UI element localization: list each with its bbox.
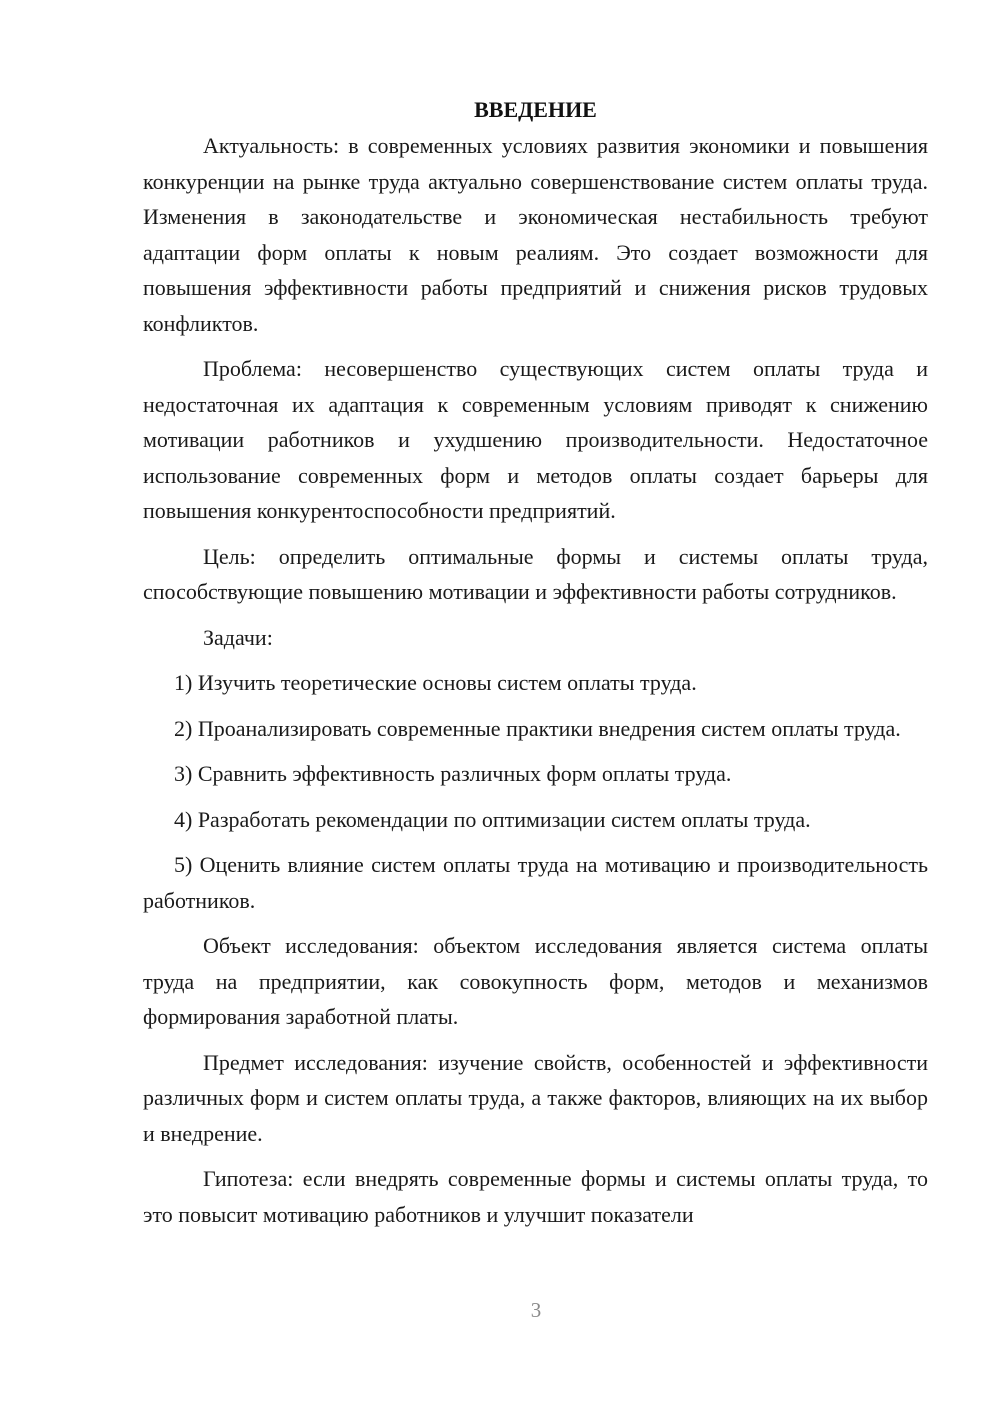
page-content <box>143 94 928 1242</box>
tasks-label: Задачи: <box>203 624 273 650</box>
task-item-2: 2) Проанализировать современные практики внедрения систем оплаты труда. <box>174 715 901 741</box>
paragraph-object: Объект исследования: объектом исследования является система оплаты труда на предприятии, как совокупность форм, методов и механизмов формирования заработной платы. <box>143 933 928 1029</box>
page-title: ВВЕДЕНИЕ <box>474 97 597 122</box>
task-item-3: 3) Сравнить эффективность различных форм оплаты труда. <box>174 761 732 786</box>
task-item-4: 4) Разработать рекомендации по оптимизации систем оплаты труда. <box>174 806 811 832</box>
page-number: 3 <box>530 1298 542 1322</box>
task-item-5: 5) Оценить влияние систем оплаты труда на мотивацию и производительность работников. <box>143 852 928 913</box>
paragraph-problem: Проблема: несовершенство существующих систем оплаты труда и недостаточная их адаптация к современным условиям приводят к снижению мотивации работников и ухудшению производительности. Недостаточное использование современных форм и методов оплаты создает барьеры для повышения конкурентоспособности предприятий. <box>143 356 928 523</box>
paragraph-hypothesis: Гипотеза: если внедрять современные формы и системы оплаты труда, то это повысит мотивацию работников и улучшит показатели <box>143 1166 928 1227</box>
paragraph-relevance: Актуальность: в современных условиях развития экономики и повышения конкуренции на рынке труда актуально совершенствование систем оплаты труда. Изменения в законодательстве и экономическая нестабильность требуют адаптации форм оплаты к новым реалиям. Это создает возможности для повышения эффективности работы предприятий и снижения рисков трудовых конфликтов. <box>143 133 928 336</box>
paragraph-subject: Предмет исследования: изучение свойств, особенностей и эффективности различных форм и систем оплаты труда, а также факторов, влияющих на их выбор и внедрение. <box>143 1049 928 1146</box>
task-item-1: 1) Изучить теоретические основы систем оплаты труда. <box>174 670 697 695</box>
paragraph-goal: Цель: определить оптимальные формы и системы оплаты труда, способствующие повышению мотивации и эффективности работы сотрудников. <box>143 543 928 604</box>
